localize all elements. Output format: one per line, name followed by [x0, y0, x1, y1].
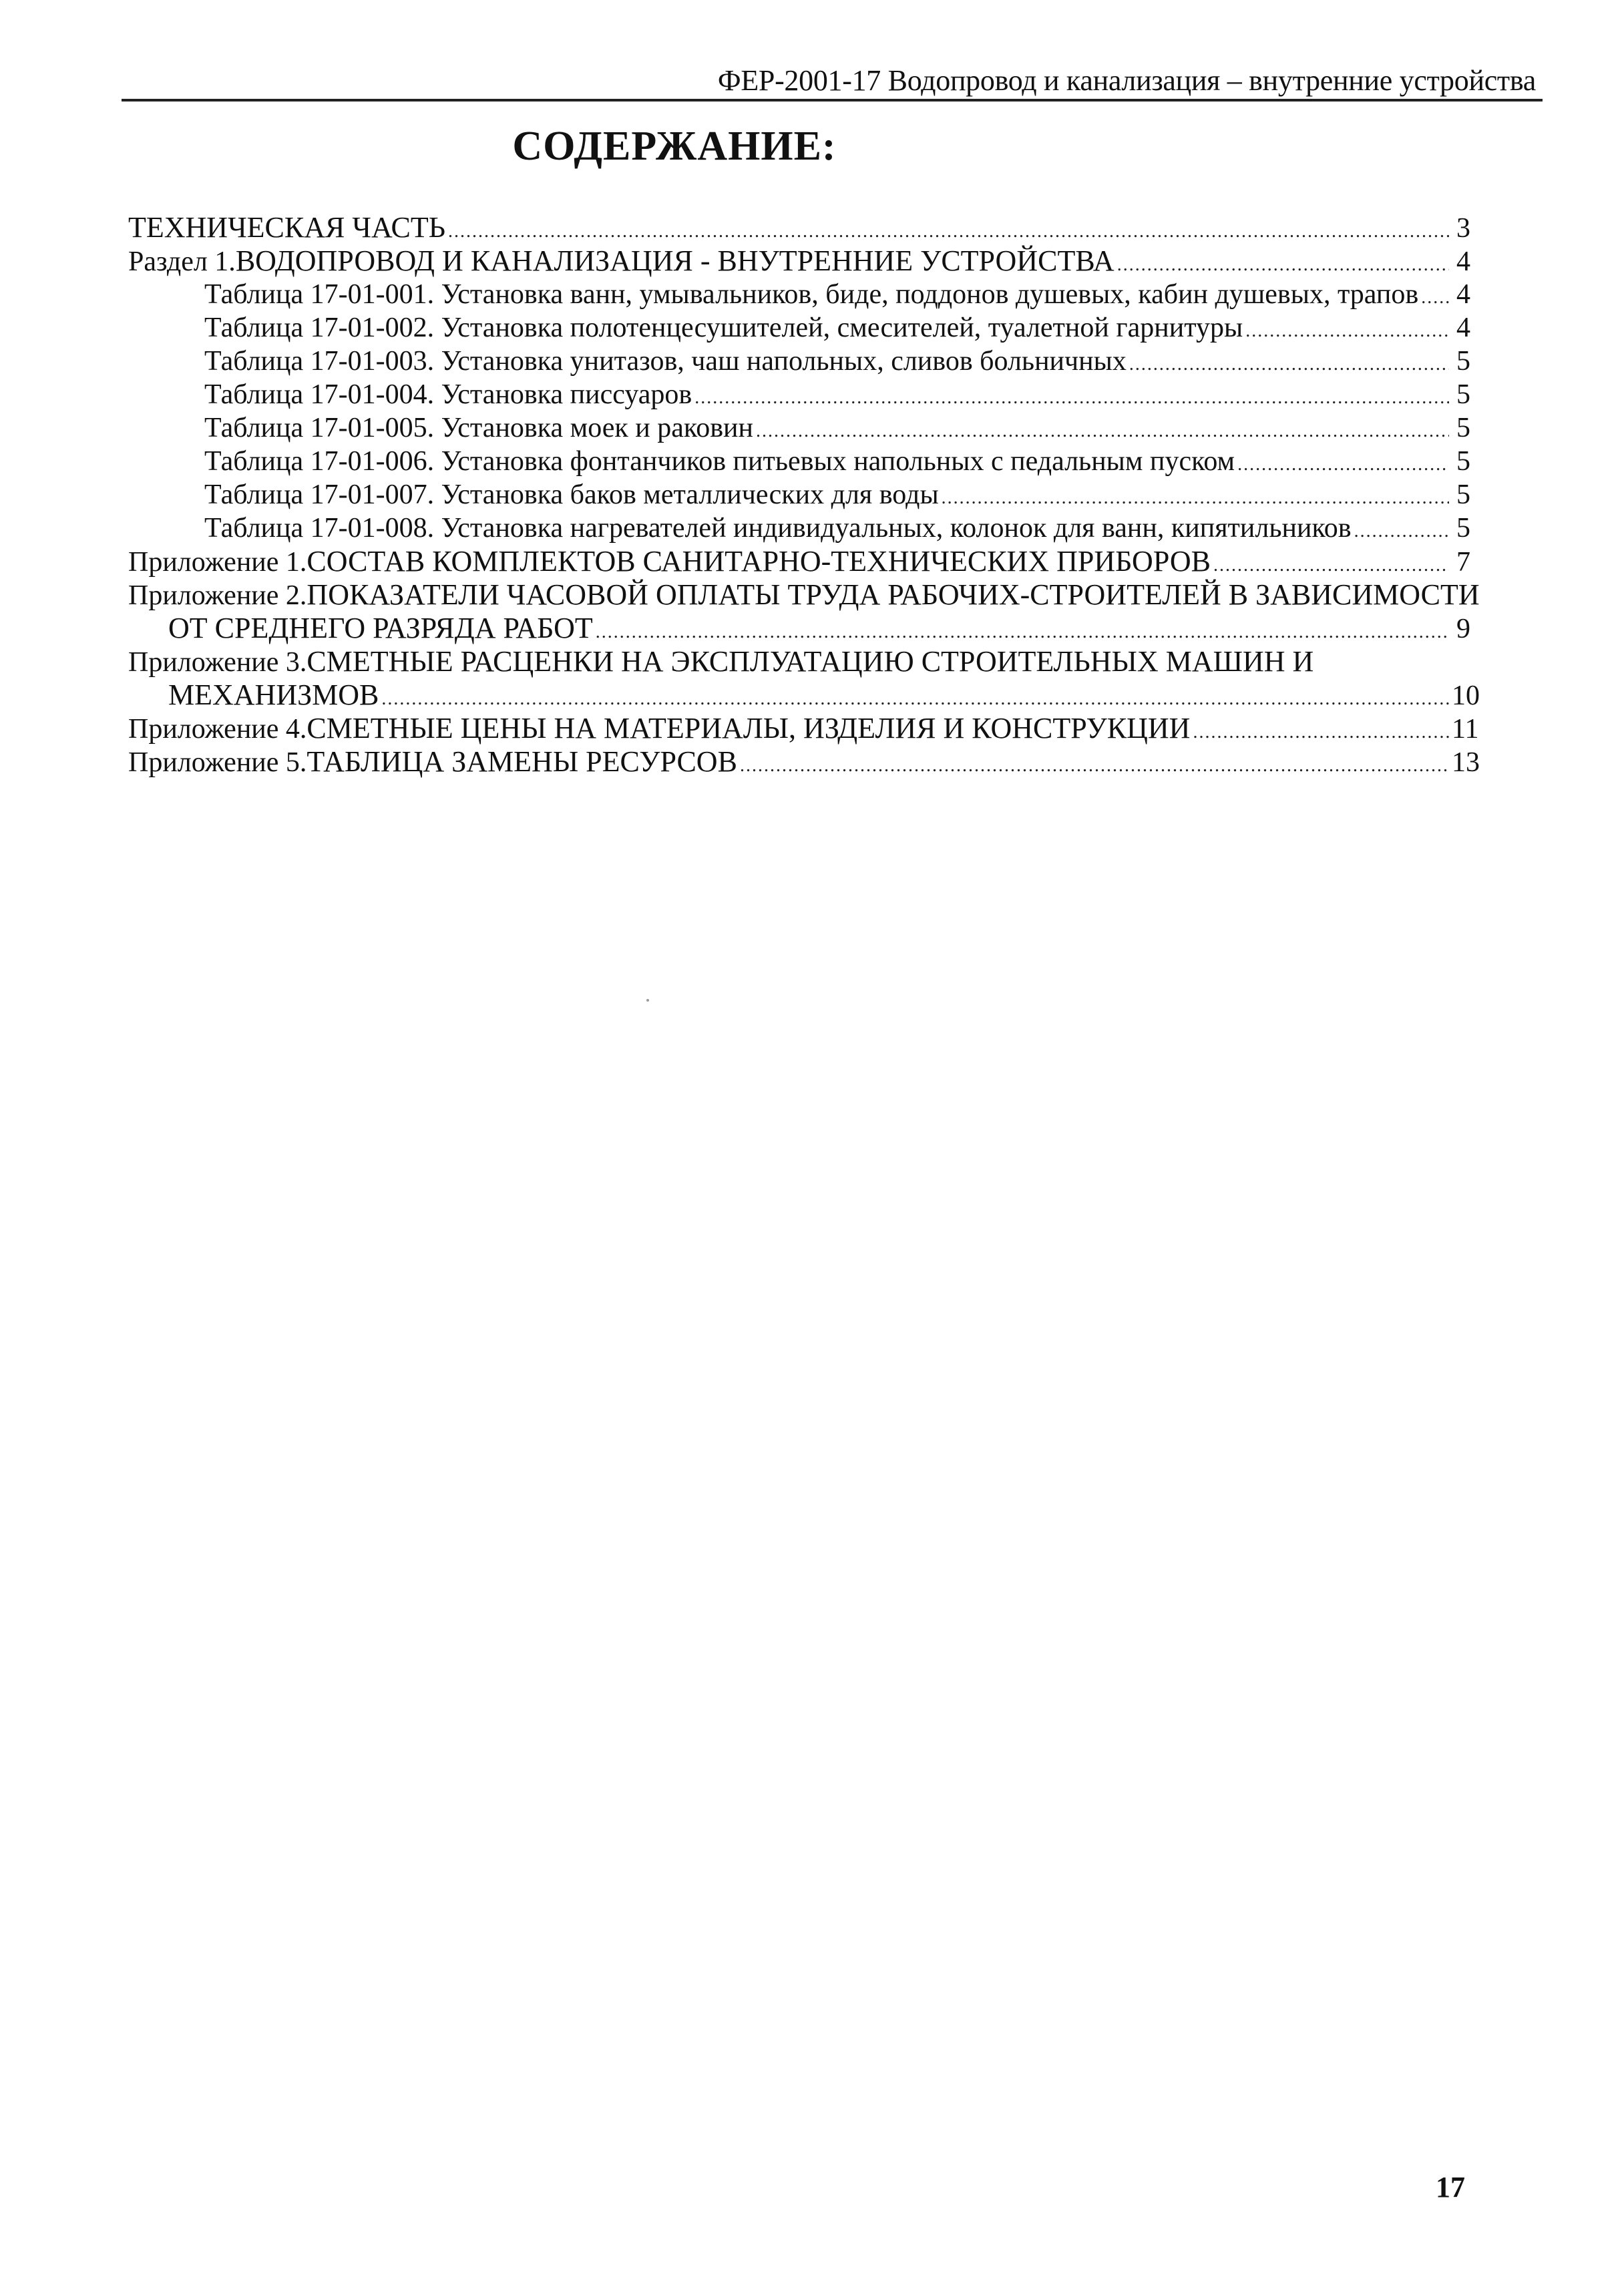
toc-entry-appendix-1[interactable] — [128, 545, 1470, 578]
table-of-contents — [128, 211, 1480, 779]
toc-entry-label: ВОДОПРОВОД И КАНАЛИЗАЦИЯ - ВНУТРЕННИЕ УСТРОЙСТВА — [235, 244, 1114, 277]
toc-entry-table-17-01-007[interactable] — [128, 478, 1470, 511]
toc-entry-label: СМЕТНЫЕ РАСЦЕНКИ НА ЭКСПЛУАТАЦИЮ СТРОИТЕЛЬНЫХ МАШИН И — [307, 645, 1314, 678]
scan-speck — [646, 999, 649, 1002]
toc-page-number: 4 — [1456, 279, 1470, 310]
toc-entry-label: Таблица 17-01-005. Установка моек и раковин — [204, 413, 753, 443]
toc-entry-label: СОСТАВ КОМПЛЕКТОВ САНИТАРНО-ТЕХНИЧЕСКИХ ПРИБОРОВ — [307, 545, 1211, 578]
toc-entry-prefix: Приложение 3. — [128, 647, 307, 678]
toc-leader-dots — [1117, 248, 1449, 282]
toc-leader-dots — [1193, 716, 1449, 749]
toc-entry-label: ПОКАЗАТЕЛИ ЧАСОВОЙ ОПЛАТЫ ТРУДА РАБОЧИХ-СТРОИТЕЛЕЙ В ЗАВИСИМОСТИ — [307, 578, 1480, 611]
toc-entry-label-continuation: ОТ СРЕДНЕГО РАЗРЯДА РАБОТ — [168, 612, 593, 644]
toc-page-number: 5 — [1456, 446, 1470, 477]
toc-page-number: 10 — [1452, 680, 1480, 711]
toc-entry-label: ТЕХНИЧЕСКАЯ ЧАСТЬ — [128, 211, 446, 244]
toc-entry-label: Таблица 17-01-008. Установка нагревателей индивидуальных, колонок для ванн, кипятильников — [204, 513, 1352, 544]
toc-entry-prefix: Приложение 1. — [128, 547, 307, 578]
toc-entry-table-17-01-008[interactable] — [128, 511, 1470, 545]
toc-page-number: 11 — [1452, 714, 1479, 745]
toc-entry-table-17-01-005[interactable] — [128, 411, 1470, 445]
toc-page-number: 5 — [1456, 379, 1470, 410]
toc-page-number: 5 — [1456, 413, 1470, 443]
toc-entry-prefix: Приложение 2. — [128, 580, 307, 611]
toc-entry-appendix-2-continuation[interactable] — [128, 612, 1470, 645]
toc-page-number: 3 — [1456, 213, 1470, 244]
toc-entry-prefix: Приложение 4. — [128, 714, 307, 745]
toc-entry-label: ТАБЛИЦА ЗАМЕНЫ РЕСУРСОВ — [307, 745, 737, 778]
toc-entry-appendix-5[interactable] — [128, 745, 1480, 779]
page-title: СОДЕРЖАНИЕ: — [512, 124, 837, 169]
toc-entry-label: Таблица 17-01-006. Установка фонтанчиков питьевых напольных с педальным пуском — [204, 446, 1235, 477]
toc-leader-dots — [740, 749, 1449, 783]
toc-entry-prefix: Раздел 1. — [128, 246, 236, 277]
toc-page-number: 4 — [1456, 313, 1470, 343]
toc-leader-dots — [1245, 315, 1449, 348]
toc-page-number: 4 — [1456, 246, 1470, 277]
toc-entry-label: Таблица 17-01-002. Установка полотенцесушителей, смесителей, туалетной гарнитуры — [204, 313, 1243, 343]
toc-entry-label-continuation: МЕХАНИЗМОВ — [168, 678, 379, 711]
toc-entry-section-1[interactable] — [128, 244, 1470, 278]
toc-entry-label: Таблица 17-01-007. Установка баков металлических для воды — [204, 479, 939, 510]
toc-entry-table-17-01-002[interactable] — [128, 311, 1470, 345]
toc-entry-label: Таблица 17-01-004. Установка писсуаров — [204, 379, 692, 410]
toc-page-number: 5 — [1456, 346, 1470, 377]
toc-entry-appendix-4[interactable] — [128, 712, 1479, 745]
toc-page-number: 5 — [1456, 513, 1470, 544]
toc-entry-table-17-01-003[interactable] — [128, 345, 1470, 378]
toc-entry-technical-part[interactable] — [128, 211, 1470, 244]
toc-entry-label: Таблица 17-01-001. Установка ванн, умывальников, биде, поддонов душевых, кабин душевых, трапов — [204, 279, 1419, 310]
toc-leader-dots — [1354, 515, 1449, 548]
running-header — [122, 64, 1543, 101]
toc-entry-appendix-3[interactable] — [128, 645, 1470, 678]
toc-leader-dots — [1129, 348, 1449, 381]
toc-leader-dots — [1421, 281, 1449, 315]
toc-page-number: 9 — [1456, 614, 1470, 644]
toc-page-number: 5 — [1456, 479, 1470, 510]
toc-entry-table-17-01-004[interactable] — [128, 378, 1470, 411]
toc-entry-table-17-01-001[interactable] — [128, 278, 1470, 311]
toc-leader-dots — [596, 616, 1449, 649]
toc-leader-dots — [942, 481, 1449, 515]
toc-page-number: 13 — [1452, 747, 1480, 778]
page-number: 17 — [1436, 2171, 1465, 2204]
toc-leader-dots — [448, 215, 1449, 248]
running-header-text: ФЕР-2001-17 Водопровод и канализация – внутренние устройства — [717, 64, 1536, 97]
toc-leader-dots — [694, 381, 1449, 415]
toc-leader-dots — [381, 682, 1449, 716]
toc-entry-label: СМЕТНЫЕ ЦЕНЫ НА МАТЕРИАЛЫ, ИЗДЕЛИЯ И КОНСТРУКЦИИ — [307, 712, 1191, 745]
toc-entry-label: Таблица 17-01-003. Установка унитазов, чаш напольных, сливов больничных — [204, 346, 1127, 377]
toc-page-number: 7 — [1456, 547, 1470, 578]
toc-leader-dots — [1237, 448, 1449, 481]
toc-entry-appendix-2[interactable] — [128, 578, 1480, 612]
toc-leader-dots — [756, 415, 1449, 448]
toc-entry-table-17-01-006[interactable] — [128, 445, 1470, 478]
toc-entry-prefix: Приложение 5. — [128, 747, 307, 778]
toc-leader-dots — [1213, 549, 1449, 582]
toc-entry-appendix-3-continuation[interactable] — [128, 678, 1480, 712]
